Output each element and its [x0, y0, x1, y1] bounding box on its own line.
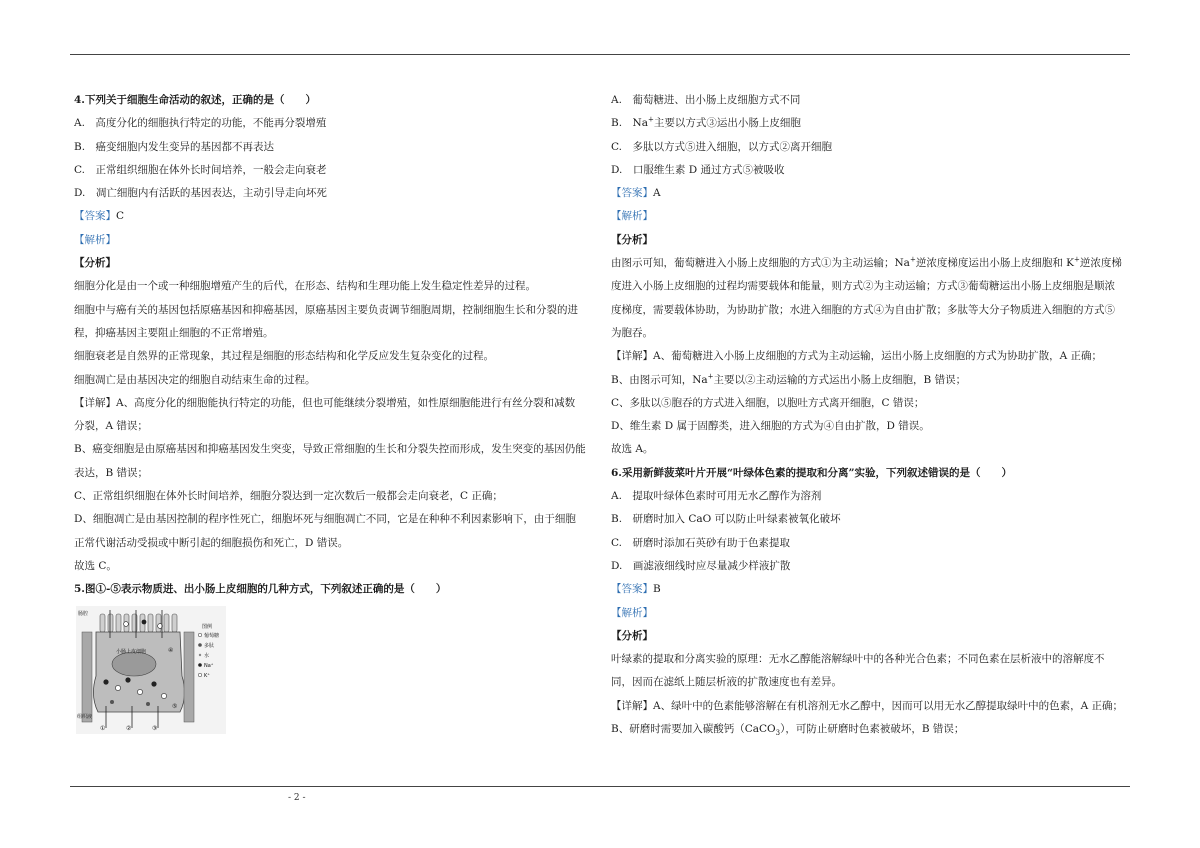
question-5-stem: 5.图①-⑤表示物质进、出小肠上皮细胞的几种方式，下列叙述正确的是（ ） — [74, 583, 447, 596]
q5-line-1 — [611, 252, 1131, 275]
superscript-plus: + — [1074, 255, 1080, 264]
q5-detail-5: 故选 A。 — [611, 443, 654, 456]
number-2: ② — [126, 724, 132, 732]
q6-line-1: 叶绿素的提取和分离实验的原理：无水乙醇能溶解绿叶中的各种光合色素；不同色素在层析液中的溶解度不 — [611, 653, 1105, 666]
q5-fenxi: 【分析】 — [611, 233, 653, 246]
question-4-stem: 4.下列关于细胞生命活动的叙述，正确的是（ ） — [74, 94, 316, 106]
q5-option-b — [611, 112, 1131, 135]
q5-option-c: C. 多肽以方式⑤进入细胞，以方式②离开细胞 — [611, 140, 832, 153]
legend-peptide: 多肽 — [204, 642, 215, 649]
q6-detail-1: 【详解】A、绿叶中的色素能够溶解在有机溶剂无水乙醇中，因而可以用无水乙醇提取绿叶中的色素，A 正确； — [611, 699, 1124, 712]
q5-detail-2 — [611, 369, 1131, 392]
answer-tag: 【答案】 — [611, 583, 653, 596]
q4-line-13: 故选 C。 — [74, 559, 117, 572]
q6-analysis-tag: 【解析】 — [611, 606, 653, 619]
q4-line-6: 【详解】A、高度分化的细胞能执行特定的功能，但也可能继续分裂增殖，如性原细胞能进行有丝分裂和减数 — [74, 396, 576, 409]
nucleus-shape — [112, 652, 156, 676]
q5-detail-3: C、多肽以⑤胞吞的方式进入细胞，以胞吐方式离开细胞，C 错误； — [611, 396, 925, 409]
page-number: - 2 - — [288, 793, 306, 803]
q5-analysis-tag: 【解析】 — [611, 210, 653, 223]
q4-option-a: A. 高度分化的细胞执行特定的功能，不能再分裂增殖 — [74, 117, 327, 130]
q4-line-10: C、正常组织细胞在体外长时间培养，细胞分裂达到一定次数后一般都会走向衰老，C 正确； — [74, 490, 503, 503]
q6-line-2: 同，因而在滤纸上随层析液的扩散速度也有差异。 — [611, 676, 842, 689]
q5-line-1-b: 逆浓度梯度运出小肠上皮细胞和 K — [915, 257, 1075, 270]
answer-value: B — [653, 583, 661, 596]
q4-line-4: 细胞衰老是自然界的正常现象，其过程是细胞的形态结构和化学反应发生复杂变化的过程。 — [74, 350, 494, 363]
answer-tag: 【答案】 — [74, 210, 116, 223]
q5-line-2: 度进入小肠上皮细胞的过程均需要载体和能量，则方式②为主动运输；方式③葡萄糖运出小肠上皮细胞是顺浓 — [611, 280, 1115, 293]
q5-option-a: A. 葡萄糖进、出小肠上皮细胞方式不同 — [611, 94, 801, 106]
q4-line-8: B、癌变细胞是由原癌基因和抑癌基因发生突变，导致正常细胞的生长和分裂失控而形成，发生突变的基因仍能 — [74, 443, 586, 456]
right-column — [611, 89, 1131, 741]
answer-tag: 【答案】 — [611, 187, 653, 200]
q4-line-3: 程，抑癌基因主要阻止细胞的不正常增殖。 — [74, 326, 274, 339]
q4-line-1: 细胞分化是由一个或一种细胞增殖产生的后代，在形态、结构和生理功能上发生稳定性差异的过程。 — [74, 280, 536, 293]
q4-line-2: 细胞中与癌有关的基因包括原癌基因和抑癌基因，原癌基因主要负责调节细胞周期，控制细胞生长和分裂的进 — [74, 303, 578, 316]
q5-line-4: 为胞吞。 — [611, 326, 653, 339]
q4-option-b: B. 癌变细胞内发生变异的基因都不再表达 — [74, 140, 275, 153]
q5-detail-1: 【详解】A、葡萄糖进入小肠上皮细胞的方式为主动运输，运出小肠上皮细胞的方式为协助扩散，A 正确； — [611, 350, 1103, 363]
q4-line-11: D、细胞凋亡是由基因控制的程序性死亡，细胞坏死与细胞凋亡不同，它是在种种不利因素影响下，由于细胞 — [74, 513, 576, 526]
answer-value: C — [116, 210, 125, 223]
subscript-3: 3 — [775, 729, 781, 738]
q5-option-b-sup: + — [648, 115, 654, 124]
answer-value: A — [653, 187, 661, 200]
number-4: ④ — [168, 646, 174, 654]
legend-water: 水 — [204, 652, 210, 659]
q4-option-c: C. 正常组织细胞在体外长时间培养，一般会走向衰老 — [74, 163, 327, 176]
superscript-plus: + — [707, 372, 714, 381]
q5-option-d: D. 口服维生素 D 通过方式⑤被吸收 — [611, 163, 785, 176]
q5-option-b-prefix: B. Na — [611, 117, 649, 130]
q5-line-3: 度梯度，需要载体协助，为协助扩散；水进入细胞的方式④为自由扩散；多肽等大分子物质进入细胞的方式⑤ — [611, 303, 1115, 316]
q6-option-d: D. 画滤液细线时应尽量减少样液扩散 — [611, 559, 791, 572]
q5-answer — [611, 182, 1131, 205]
footer-rule — [70, 786, 1130, 787]
q5-detail-4: D、维生素 D 属于固醇类，进入细胞的方式为④自由扩散，D 错误。 — [611, 420, 930, 433]
q4-line-7: 分裂，A 错误； — [74, 420, 148, 433]
q6-option-c: C. 研磨时添加石英砂有助于色素提取 — [611, 536, 790, 549]
q6-detail-2-b: ），可防止研磨时色素被破坏，B 错误； — [780, 723, 965, 736]
left-column — [74, 89, 588, 749]
cell-label: 小肠上皮细胞 — [116, 648, 147, 655]
q4-line-5: 细胞凋亡是由基因决定的细胞自动结束生命的过程。 — [74, 373, 316, 386]
q5-detail-2-a: B、由图示可知，Na — [611, 373, 708, 386]
number-1: ① — [100, 724, 106, 732]
q5-line-1-a: 由图示可知，葡萄糖进入小肠上皮细胞的方式①为主动运输；Na — [611, 257, 910, 270]
q6-fenxi: 【分析】 — [611, 629, 653, 642]
q6-option-a: A. 提取叶绿体色素时可用无水乙醇作为溶剂 — [611, 490, 822, 503]
q4-fenxi: 【分析】 — [74, 257, 116, 270]
tissue-label: 组织液 — [77, 713, 93, 720]
header-rule — [70, 54, 1130, 55]
lumen-label: 肠腔 — [78, 610, 89, 617]
q4-answer — [74, 205, 588, 228]
q4-option-d: D. 凋亡细胞内有活跃的基因表达，主动引导走向坏死 — [74, 187, 327, 200]
q5-line-1-c: 逆浓度梯 — [1079, 257, 1122, 270]
question-6-stem: 6.采用新鲜菠菜叶片开展“叶绿体色素的提取和分离”实验，下列叙述错误的是（ ） — [611, 466, 1013, 479]
number-5: ⑤ — [172, 702, 178, 710]
q4-line-12: 正常代谢活动受损或中断引起的细胞损伤和死亡，D 错误。 — [74, 536, 349, 549]
legend-title: 图例 — [202, 623, 213, 630]
q4-analysis-tag: 【解析】 — [74, 233, 116, 246]
q5-detail-2-b: 主要以②主动运输的方式运出小肠上皮细胞，B 错误； — [713, 373, 967, 386]
number-3: ③ — [152, 724, 158, 732]
legend-na: Na⁺ — [204, 662, 214, 669]
q6-detail-2-a: B、研磨时需要加入碳酸钙（CaCO — [611, 723, 776, 736]
superscript-plus: + — [909, 255, 916, 264]
q6-answer — [611, 578, 1131, 601]
legend-glucose: 葡萄糖 — [204, 632, 220, 639]
q6-detail-2 — [611, 718, 1131, 741]
q6-option-b: B. 研磨时加入 CaO 可以防止叶绿素被氧化破坏 — [611, 513, 841, 526]
legend-k: K⁺ — [204, 672, 210, 679]
q4-line-9: 表达，B 错误； — [74, 466, 149, 479]
intestinal-cell-diagram — [76, 606, 226, 734]
q5-option-b-text: 主要以方式③运出小肠上皮细胞 — [653, 117, 801, 130]
